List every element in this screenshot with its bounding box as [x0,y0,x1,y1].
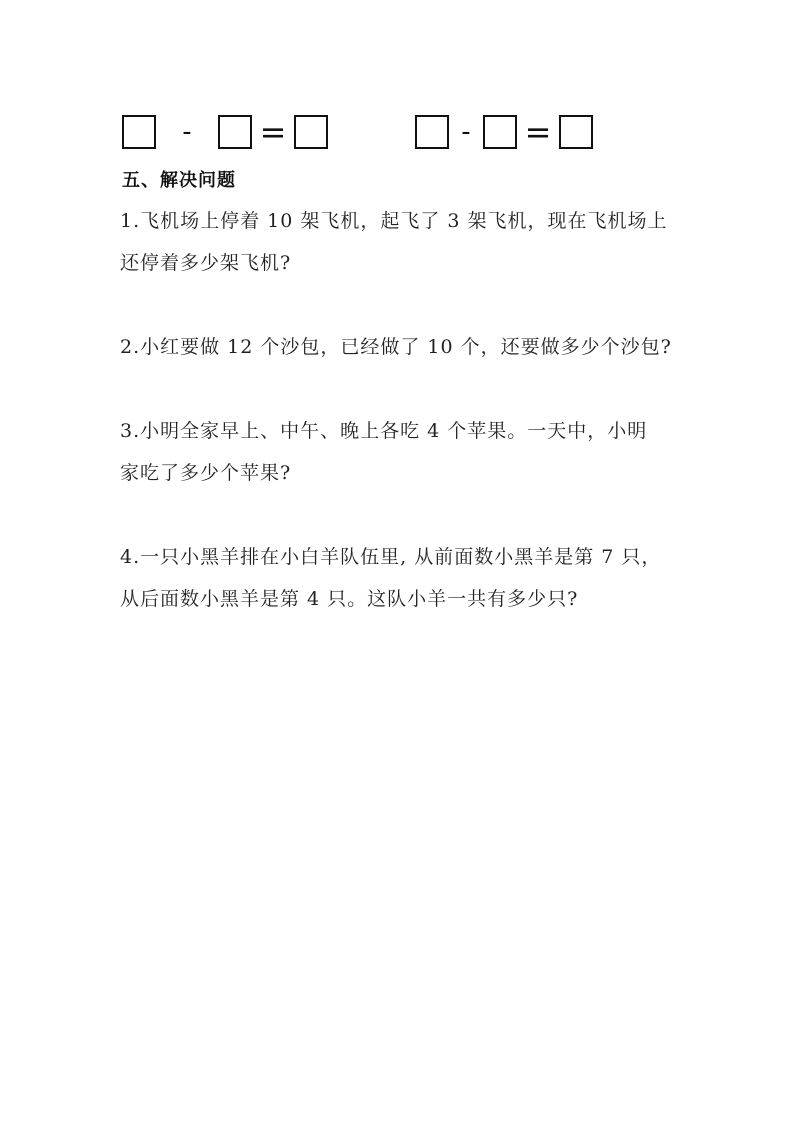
answer-box[interactable] [218,115,252,149]
problem-3 [120,410,680,494]
answer-box[interactable] [559,115,593,149]
problem-line: 3.小明全家早上、中午、晚上各吃 4 个苹果。一天中，小明 [120,420,648,442]
equals-sign: = [524,113,552,151]
problem-line: 1.飞机场上停着 10 架飞机，起飞了 3 架飞机，现在飞机场上 [120,210,668,232]
equation-right [415,112,593,152]
problem-line: 还停着多少架飞机? [120,252,292,274]
equation-left [122,112,328,152]
answer-box[interactable] [122,115,156,149]
problem-2 [120,326,680,368]
problem-line: 从后面数小黑羊是第 4 只。这队小羊一共有多少只? [120,588,579,610]
answer-box[interactable] [483,115,517,149]
section-title: 五、解决问题 [122,170,236,191]
minus-sign: - [461,117,471,147]
problem-line: 家吃了多少个苹果? [120,462,292,484]
answer-box[interactable] [294,115,328,149]
problem-4 [120,536,680,620]
answer-box[interactable] [415,115,449,149]
problem-line: 4.一只小黑羊排在小白羊队伍里, 从前面数小黑羊是第 7 只， [120,546,662,568]
problem-1 [120,200,680,284]
problem-line: 2.小红要做 12 个沙包，已经做了 10 个，还要做多少个沙包? [120,336,672,358]
minus-sign: - [182,117,192,147]
equals-sign: = [259,113,287,151]
